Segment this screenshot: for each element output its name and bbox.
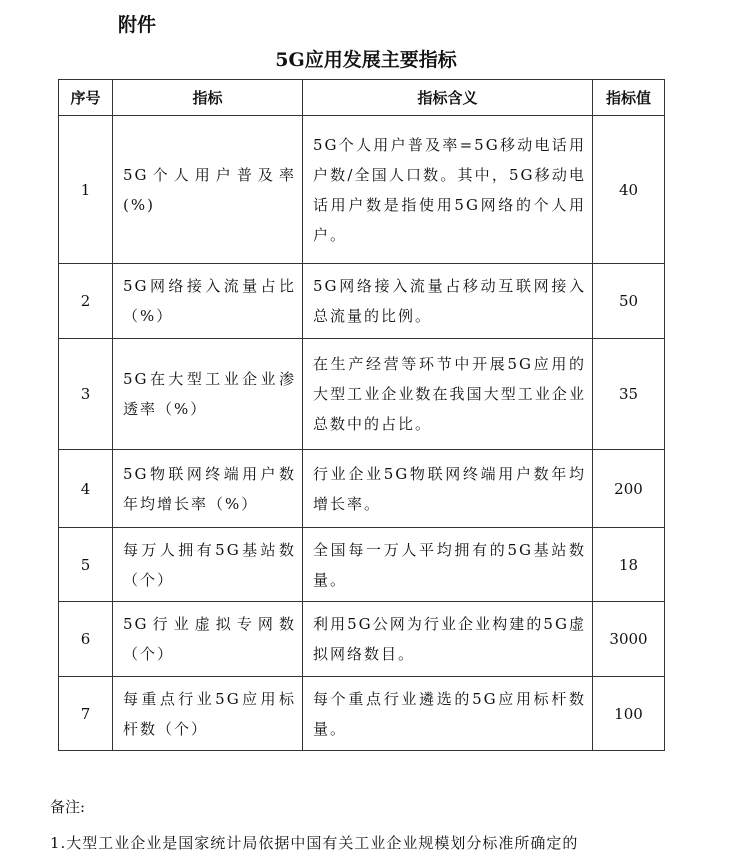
row-value: 50 (593, 264, 665, 339)
column-header-value: 指标值 (593, 80, 665, 116)
row-meaning: 全国每一万人平均拥有的5G基站数量。 (303, 528, 593, 602)
row-value: 40 (593, 116, 665, 264)
row-indicator: 5G物联网终端用户数年均增长率（%） (113, 450, 303, 528)
row-indicator: 5G行业虚拟专网数（个） (113, 602, 303, 677)
row-number: 6 (59, 602, 113, 677)
attachment-label: 附件 (118, 14, 157, 36)
row-meaning: 每个重点行业遴选的5G应用标杆数量。 (303, 677, 593, 751)
row-indicator: 每万人拥有5G基站数（个） (113, 528, 303, 602)
column-header-num: 序号 (59, 80, 113, 116)
row-indicator: 5G网络接入流量占比（%） (113, 264, 303, 339)
row-indicator: 每重点行业5G应用标杆数（个） (113, 677, 303, 751)
table-row (59, 602, 665, 677)
row-number: 2 (59, 264, 113, 339)
row-number: 1 (59, 116, 113, 264)
notes-label: 备注: (50, 798, 86, 816)
row-value: 200 (593, 450, 665, 528)
column-header-indicator: 指标 (113, 80, 303, 116)
row-indicator: 5G在大型工业企业渗透率（%） (113, 339, 303, 450)
table-row (59, 450, 665, 528)
row-value: 3000 (593, 602, 665, 677)
row-meaning: 5G网络接入流量占移动互联网接入总流量的比例。 (303, 264, 593, 339)
table-row (59, 677, 665, 751)
row-meaning: 在生产经营等环节中开展5G应用的大型工业企业数在我国大型工业企业总数中的占比。 (303, 339, 593, 450)
row-meaning: 利用5G公网为行业企业构建的5G虚拟网络数目。 (303, 602, 593, 677)
table-header-row (59, 80, 665, 116)
table-row (59, 339, 665, 450)
indicator-table (58, 79, 665, 751)
table-row (59, 528, 665, 602)
row-number: 5 (59, 528, 113, 602)
row-value: 18 (593, 528, 665, 602)
page-title: 5G应用发展主要指标 (275, 49, 457, 71)
row-meaning: 行业企业5G物联网终端用户数年均增长率。 (303, 450, 593, 528)
table-row (59, 264, 665, 339)
row-value: 100 (593, 677, 665, 751)
column-header-meaning: 指标含义 (303, 80, 593, 116)
row-number: 4 (59, 450, 113, 528)
row-number: 3 (59, 339, 113, 450)
row-value: 35 (593, 339, 665, 450)
row-number: 7 (59, 677, 113, 751)
table-row (59, 116, 665, 264)
row-indicator: 5G个人用户普及率(%) (113, 116, 303, 264)
notes-line-1: 1.大型工业企业是国家统计局依据中国有关工业企业规模划分标准所确定的 (50, 834, 579, 852)
row-meaning: 5G个人用户普及率=5G移动电话用户数/全国人口数。其中，5G移动电话用户数是指使用5G网络的个人用户。 (303, 116, 593, 264)
